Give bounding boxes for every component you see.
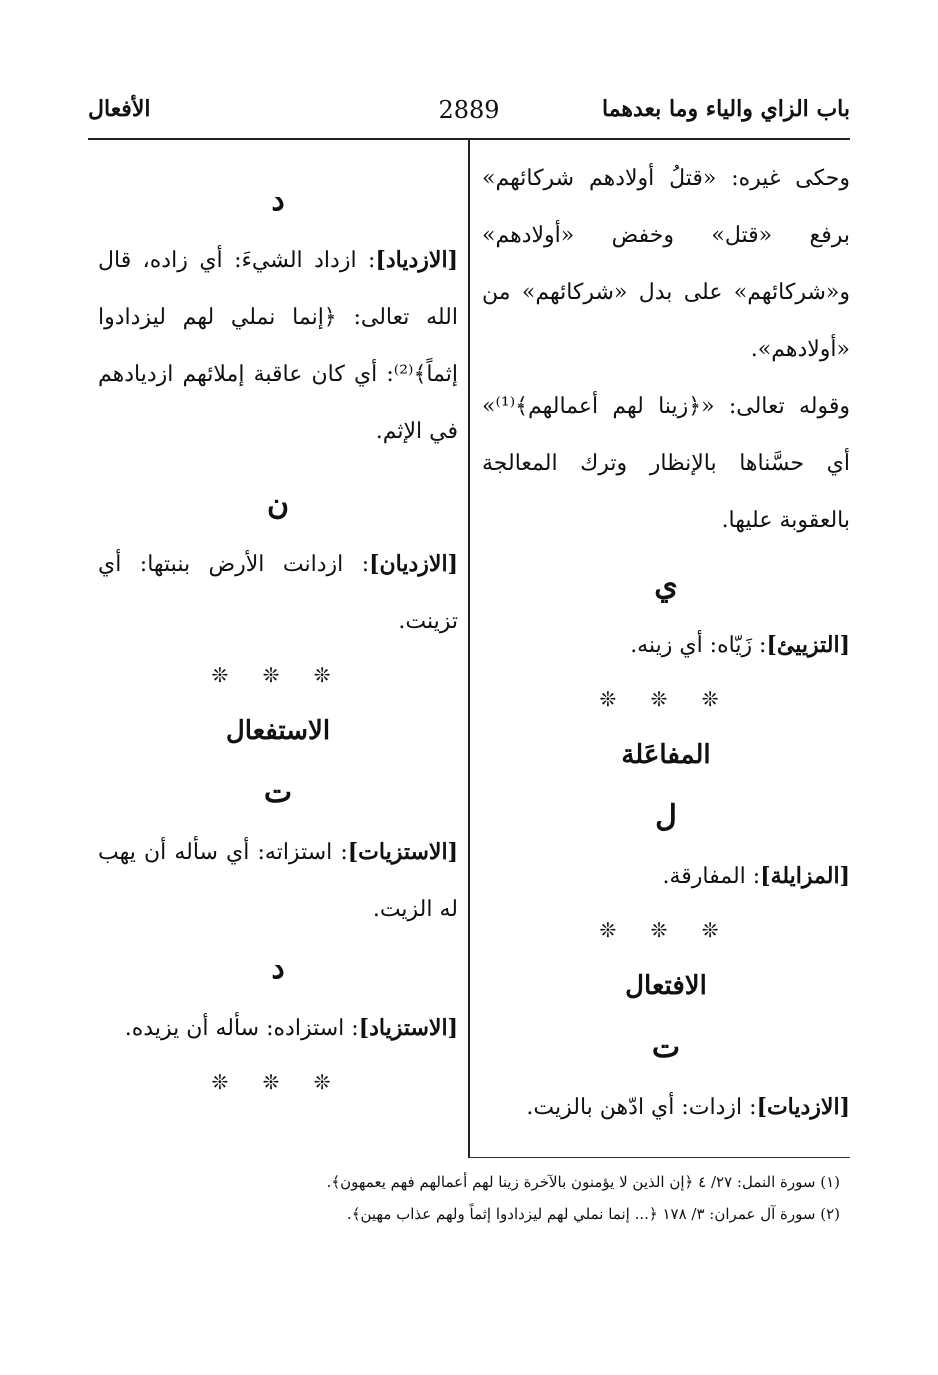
footnote: (١) سورة النمل: ٢٧/ ٤ ﴿إن الذين لا يؤمنون بالآخرة زينا لهم أعمالهم فهم يعمهون﴾.	[326, 1173, 840, 1191]
entry-term: [الازديات]	[756, 1094, 850, 1120]
section-title: الأفعال	[88, 96, 151, 122]
page-number: 2889	[438, 96, 500, 124]
section-separator: ❊ ❊ ❊	[211, 663, 345, 687]
page-header	[88, 96, 850, 136]
entry-term: [الاستزياد]	[358, 1015, 458, 1041]
section-separator: ❊ ❊ ❊	[599, 687, 733, 711]
letter-heading: ن	[266, 487, 290, 522]
entry-term: [الازدياد]	[375, 247, 458, 273]
entry-paragraph: وحكى غيره: «قتلُ أولادهم شركائهم» برفع «قتل» وخفض «أولادهم» و«شركائهم» على بدل «شركائهم» من «أولادهم».	[482, 166, 850, 362]
chapter-title: باب الزاي والياء وما بعدهما	[601, 96, 850, 122]
entry-definition: : المفارقة.	[662, 864, 761, 889]
entry-paragraph	[98, 232, 458, 460]
letter-heading: د	[271, 951, 285, 986]
entry-paragraph	[98, 536, 458, 650]
entry-term: [الازديان]	[369, 551, 458, 577]
footnote-rule	[470, 1157, 850, 1158]
footnotes	[98, 1166, 840, 1230]
section-heading: الافتعال	[625, 971, 707, 1001]
entry-definition: : استزاته: أي سأله أن يهب له الزيت.	[98, 840, 458, 922]
entry-term: [المزايلة]	[760, 863, 850, 889]
entry-definition: : ازدات: أي ادّهن بالزيت.	[526, 1095, 757, 1120]
letter-heading: ل	[655, 799, 677, 834]
letter-heading: ت	[651, 1030, 681, 1065]
letter-heading: ت	[263, 775, 293, 810]
entry-paragraph	[482, 617, 850, 674]
entry-definition: : ازداد الشيءَ: أي زاده، قال الله تعالى: ﴿إنما نملي لهم ليزدادوا إثماً﴾⁽²⁾: أي كان عاقبة إملائهم ازديادهم في الإثم.	[98, 248, 458, 444]
letter-heading: د	[271, 183, 285, 218]
right-column	[482, 150, 850, 1136]
entry-paragraph	[482, 848, 850, 905]
entry-term: [الاستزيات]	[347, 839, 458, 865]
section-separator: ❊ ❊ ❊	[599, 918, 733, 942]
entry-definition: : استزاده: سأله أن يزيده.	[124, 1016, 359, 1041]
left-column	[98, 150, 458, 1107]
letter-heading: ي	[654, 568, 678, 603]
entry-term: [التزييئ]	[766, 632, 850, 658]
section-heading: المفاعَلة	[621, 740, 711, 770]
entry-definition: : ازدانت الأرض بنبتها: أي تزينت.	[98, 552, 458, 634]
entry-definition: : زَيّاه: أي زينه.	[630, 633, 767, 658]
section-separator: ❊ ❊ ❊	[211, 1070, 345, 1094]
entry-paragraph	[98, 824, 458, 938]
footnote: (٢) سورة آل عمران: ٣/ ١٧٨ ﴿... إنما نملي لهم ليزدادوا إثماً ولهم عذاب مهين﴾.	[346, 1205, 840, 1223]
entry-paragraph: وقوله تعالى: «﴿زينا لهم أعمالهم﴾⁽¹⁾» أي حسَّناها بالإنظار وترك المعالجة بالعقوبة عليها.	[482, 394, 850, 533]
column-divider	[468, 140, 470, 1158]
section-heading: الاستفعال	[225, 716, 331, 746]
entry-paragraph	[482, 1079, 850, 1136]
entry-paragraph	[98, 1000, 458, 1057]
